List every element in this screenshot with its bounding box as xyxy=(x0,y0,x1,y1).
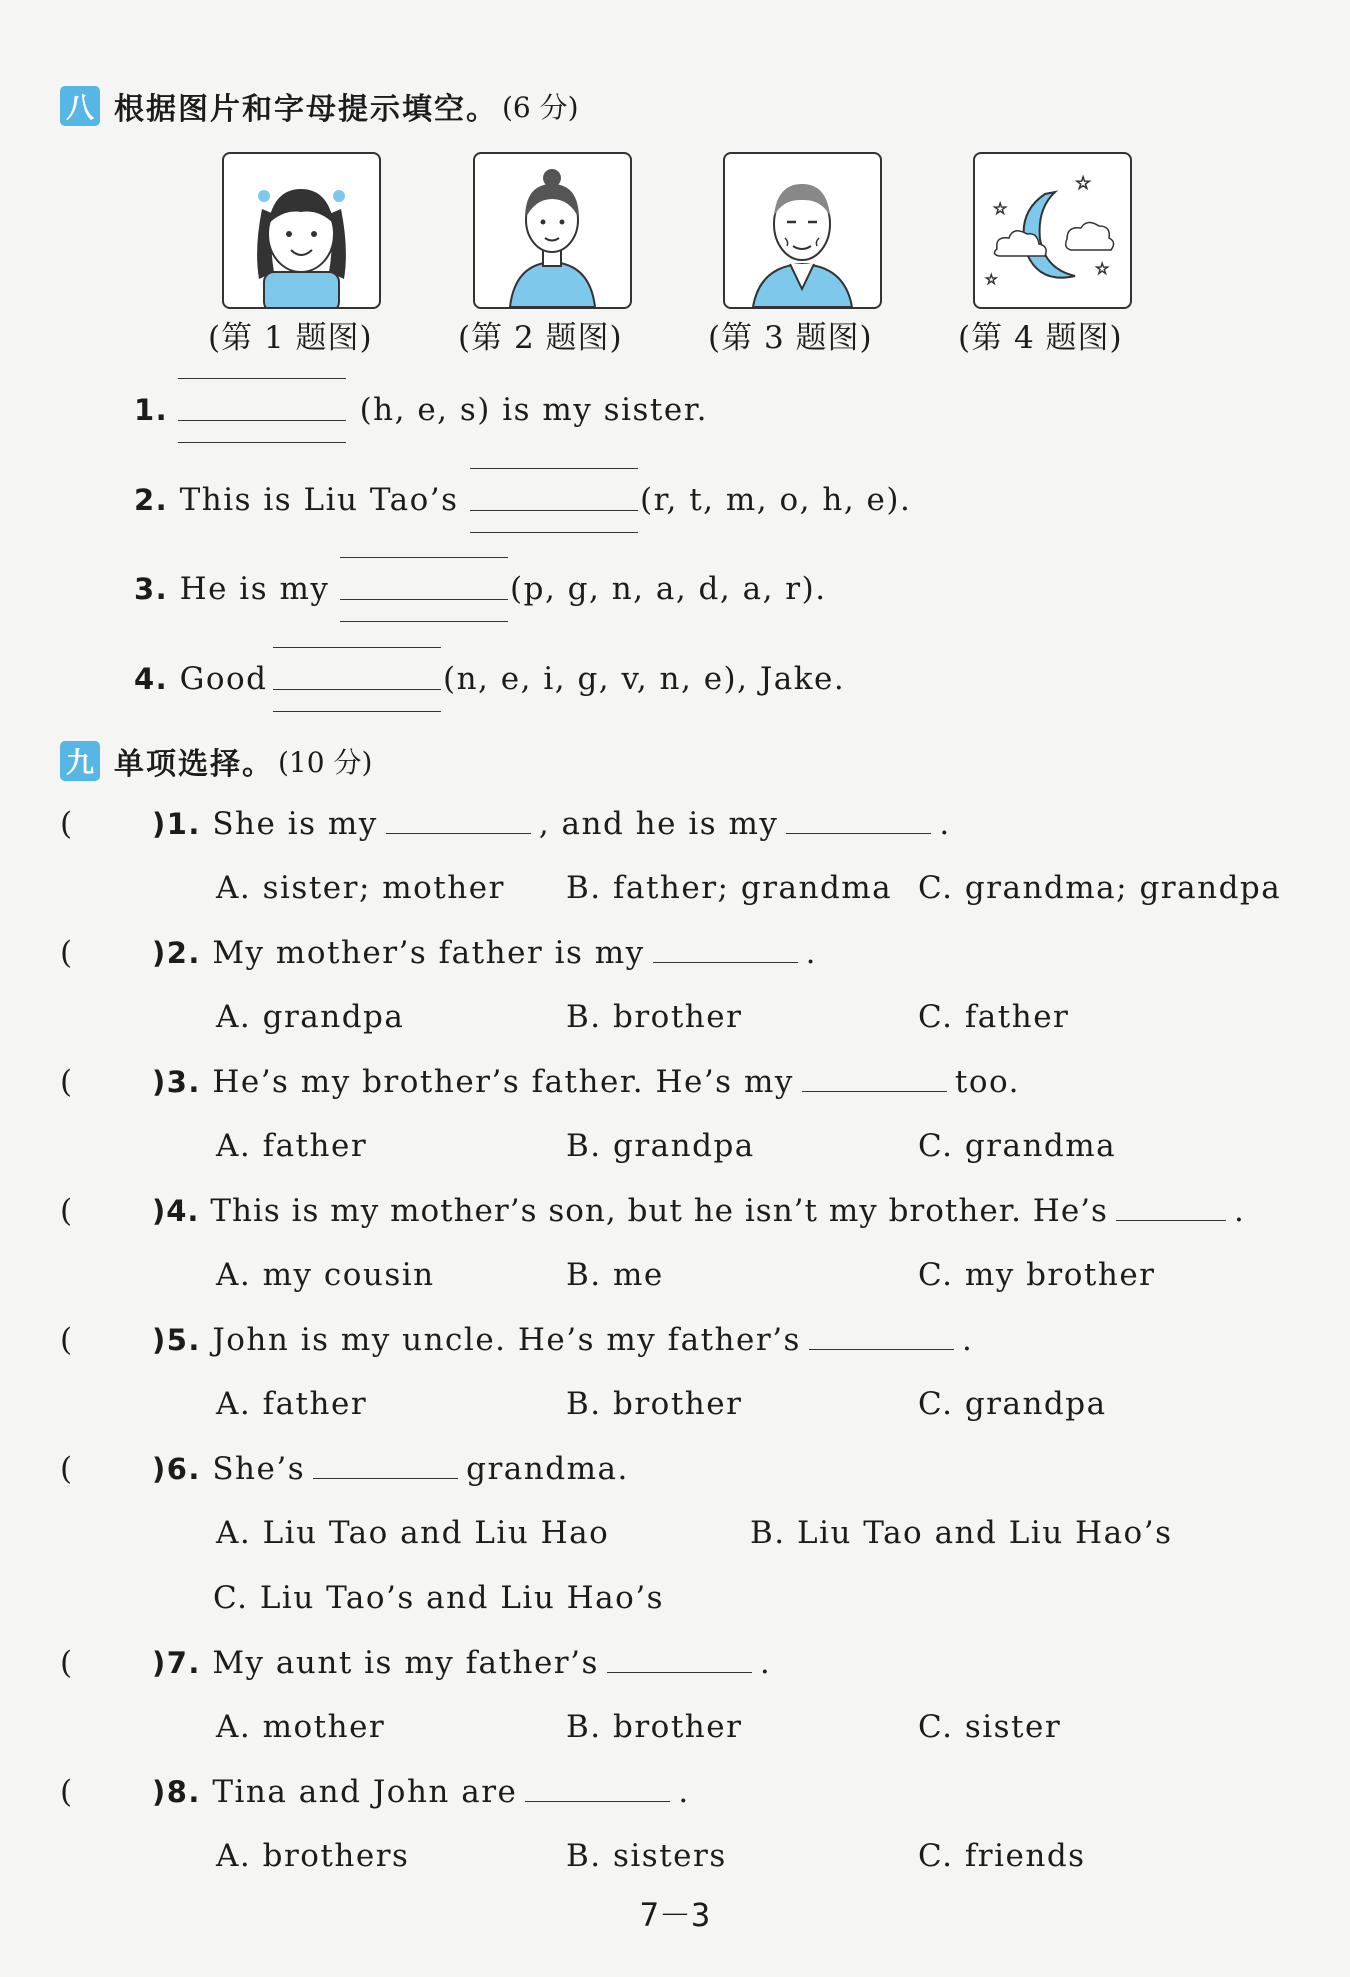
question-5 xyxy=(152,1322,973,1358)
question-6-end: grandma. xyxy=(466,1451,629,1487)
svg-text:☆: ☆ xyxy=(993,199,1008,218)
q5-option-b[interactable]: B. brother xyxy=(566,1386,743,1422)
item-2 xyxy=(134,482,459,518)
section-8-score: (6 分) xyxy=(502,91,579,124)
answer-blank-2[interactable] xyxy=(470,510,638,511)
q8-option-b[interactable]: B. sisters xyxy=(566,1838,727,1874)
item-3-post: (p, g, n, a, d, a, r). xyxy=(510,571,827,607)
item-4 xyxy=(134,661,268,697)
item-4-number: 4. xyxy=(134,662,169,696)
caption-4: (第 4 题图) xyxy=(958,320,1123,356)
item-4-post: (n, e, i, g, v, n, e), Jake. xyxy=(443,661,846,697)
svg-text:☆: ☆ xyxy=(985,272,998,288)
item-1-text: (h, e, s) is my sister. xyxy=(359,392,708,428)
q1-option-c[interactable]: C. grandma; grandpa xyxy=(918,870,1282,906)
writing-line-1-bottom xyxy=(178,442,346,443)
caption-2: (第 2 题图) xyxy=(458,320,623,356)
question-7 xyxy=(152,1645,771,1681)
question-4 xyxy=(152,1193,1245,1229)
question-3 xyxy=(152,1064,1020,1100)
q6-option-c[interactable]: C. Liu Tao’s and Liu Hao’s xyxy=(213,1580,665,1616)
section-9-badge: 九 xyxy=(60,741,100,781)
q3-option-a[interactable]: A. father xyxy=(216,1128,368,1164)
question-5-text: John is my uncle. He’s my father’s xyxy=(212,1322,801,1358)
item-1-number: 1. xyxy=(134,393,169,427)
question-7-end: . xyxy=(759,1645,772,1681)
question-7-number: )7. xyxy=(152,1646,201,1680)
question-7-blank[interactable] xyxy=(607,1648,752,1673)
question-6-number: )6. xyxy=(152,1452,201,1486)
q1-option-b[interactable]: B. father; grandma xyxy=(566,870,893,906)
section-8-header xyxy=(60,84,579,128)
picture-grandpa xyxy=(723,152,882,309)
q3-option-c[interactable]: C. grandma xyxy=(918,1128,1117,1164)
question-4-end: . xyxy=(1233,1193,1245,1229)
caption-3: (第 3 题图) xyxy=(708,320,873,356)
answer-paren-4[interactable]: ( xyxy=(60,1193,73,1229)
q5-option-a[interactable]: A. father xyxy=(216,1386,368,1422)
question-1-end: . xyxy=(939,806,951,842)
writing-line-1-top xyxy=(178,378,346,379)
question-5-blank[interactable] xyxy=(809,1325,954,1350)
answer-paren-8[interactable]: ( xyxy=(60,1774,73,1810)
answer-paren-7[interactable]: ( xyxy=(60,1645,73,1681)
writing-line-2-bottom xyxy=(470,532,638,533)
q4-option-a[interactable]: A. my cousin xyxy=(216,1257,435,1293)
answer-blank-3[interactable] xyxy=(340,599,508,600)
question-6 xyxy=(152,1451,629,1487)
q7-option-b[interactable]: B. brother xyxy=(566,1709,743,1745)
page-number: 7－3 xyxy=(639,1896,711,1934)
question-1-number: )1. xyxy=(152,807,201,841)
caption-1: (第 1 题图) xyxy=(208,320,373,356)
question-8-text: Tina and John are xyxy=(212,1774,518,1810)
question-1-text: She is my xyxy=(212,806,378,842)
q6-option-a[interactable]: A. Liu Tao and Liu Hao xyxy=(216,1515,610,1551)
q4-option-b[interactable]: B. me xyxy=(566,1257,664,1293)
q2-option-a[interactable]: A. grandpa xyxy=(216,999,405,1035)
q4-option-c[interactable]: C. my brother xyxy=(918,1257,1156,1293)
section-8-badge: 八 xyxy=(60,86,100,126)
answer-blank-4[interactable] xyxy=(273,689,441,690)
answer-paren-2[interactable]: ( xyxy=(60,935,73,971)
item-4-pre: Good xyxy=(179,661,268,697)
question-6-blank[interactable] xyxy=(313,1454,458,1479)
answer-paren-6[interactable]: ( xyxy=(60,1451,73,1487)
writing-line-4-top xyxy=(273,647,441,648)
question-3-blank[interactable] xyxy=(802,1067,947,1092)
svg-text:☆: ☆ xyxy=(1075,173,1092,194)
q1-option-a[interactable]: A. sister; mother xyxy=(216,870,505,906)
q2-option-b[interactable]: B. brother xyxy=(566,999,743,1035)
question-1-text-b: , and he is my xyxy=(538,806,779,842)
question-2-end: . xyxy=(805,935,818,971)
q6-option-b[interactable]: B. Liu Tao and Liu Hao’s xyxy=(750,1515,1173,1551)
q5-option-c[interactable]: C. grandpa xyxy=(918,1386,1107,1422)
question-1-blank[interactable] xyxy=(386,809,531,834)
section-9-header xyxy=(60,739,372,783)
q8-option-a[interactable]: A. brothers xyxy=(216,1838,410,1874)
writing-line-3-top xyxy=(340,557,508,558)
question-4-blank[interactable] xyxy=(1116,1196,1226,1221)
question-4-text: This is my mother’s son, but he isn’t my brother. He’s xyxy=(210,1193,1108,1229)
picture-girl xyxy=(222,152,381,309)
question-8-end: . xyxy=(678,1774,690,1810)
item-3-pre: He is my xyxy=(179,571,330,607)
q7-option-c[interactable]: C. sister xyxy=(918,1709,1062,1745)
question-4-number: )4. xyxy=(152,1194,200,1228)
question-3-number: )3. xyxy=(152,1065,201,1099)
question-2-blank[interactable] xyxy=(653,938,798,963)
q3-option-b[interactable]: B. grandpa xyxy=(566,1128,755,1164)
item-3 xyxy=(134,571,329,607)
question-8 xyxy=(152,1774,690,1810)
item-2-number: 2. xyxy=(134,483,169,517)
item-1 xyxy=(134,392,708,428)
section-9-score: (10 分) xyxy=(278,746,373,779)
writing-line-2-top xyxy=(470,468,638,469)
svg-text:☆: ☆ xyxy=(1095,259,1110,278)
picture-moon-night xyxy=(973,152,1132,309)
section-8-title: 根据图片和字母提示填空。 xyxy=(114,92,498,127)
question-5-number: )5. xyxy=(152,1323,201,1357)
writing-line-3-bottom xyxy=(340,621,508,622)
section-9-title: 单项选择。 xyxy=(114,747,274,782)
q7-option-a[interactable]: A. mother xyxy=(216,1709,386,1745)
question-8-number: )8. xyxy=(152,1775,201,1809)
question-2 xyxy=(152,935,817,971)
question-8-blank[interactable] xyxy=(525,1777,670,1802)
question-7-text: My aunt is my father’s xyxy=(212,1645,599,1681)
question-6-text: She’s xyxy=(212,1451,306,1487)
answer-paren-1[interactable]: ( xyxy=(60,806,73,842)
question-2-number: )2. xyxy=(152,936,201,970)
question-1-blank-2[interactable] xyxy=(786,809,931,834)
item-2-post: (r, t, m, o, h, e). xyxy=(640,482,912,518)
answer-paren-5[interactable]: ( xyxy=(60,1322,73,1358)
answer-paren-3[interactable]: ( xyxy=(60,1064,73,1100)
question-1 xyxy=(152,806,951,842)
question-3-text: He’s my brother’s father. He’s my xyxy=(212,1064,794,1100)
item-2-pre: This is Liu Tao’s xyxy=(179,482,459,518)
q8-option-c[interactable]: C. friends xyxy=(918,1838,1086,1874)
question-5-end: . xyxy=(961,1322,974,1358)
writing-line-4-bottom xyxy=(273,711,441,712)
q2-option-c[interactable]: C. father xyxy=(918,999,1070,1035)
question-3-end: too. xyxy=(954,1064,1020,1100)
item-3-number: 3. xyxy=(134,572,169,606)
picture-mother xyxy=(473,152,632,309)
question-2-text: My mother’s father is my xyxy=(212,935,645,971)
